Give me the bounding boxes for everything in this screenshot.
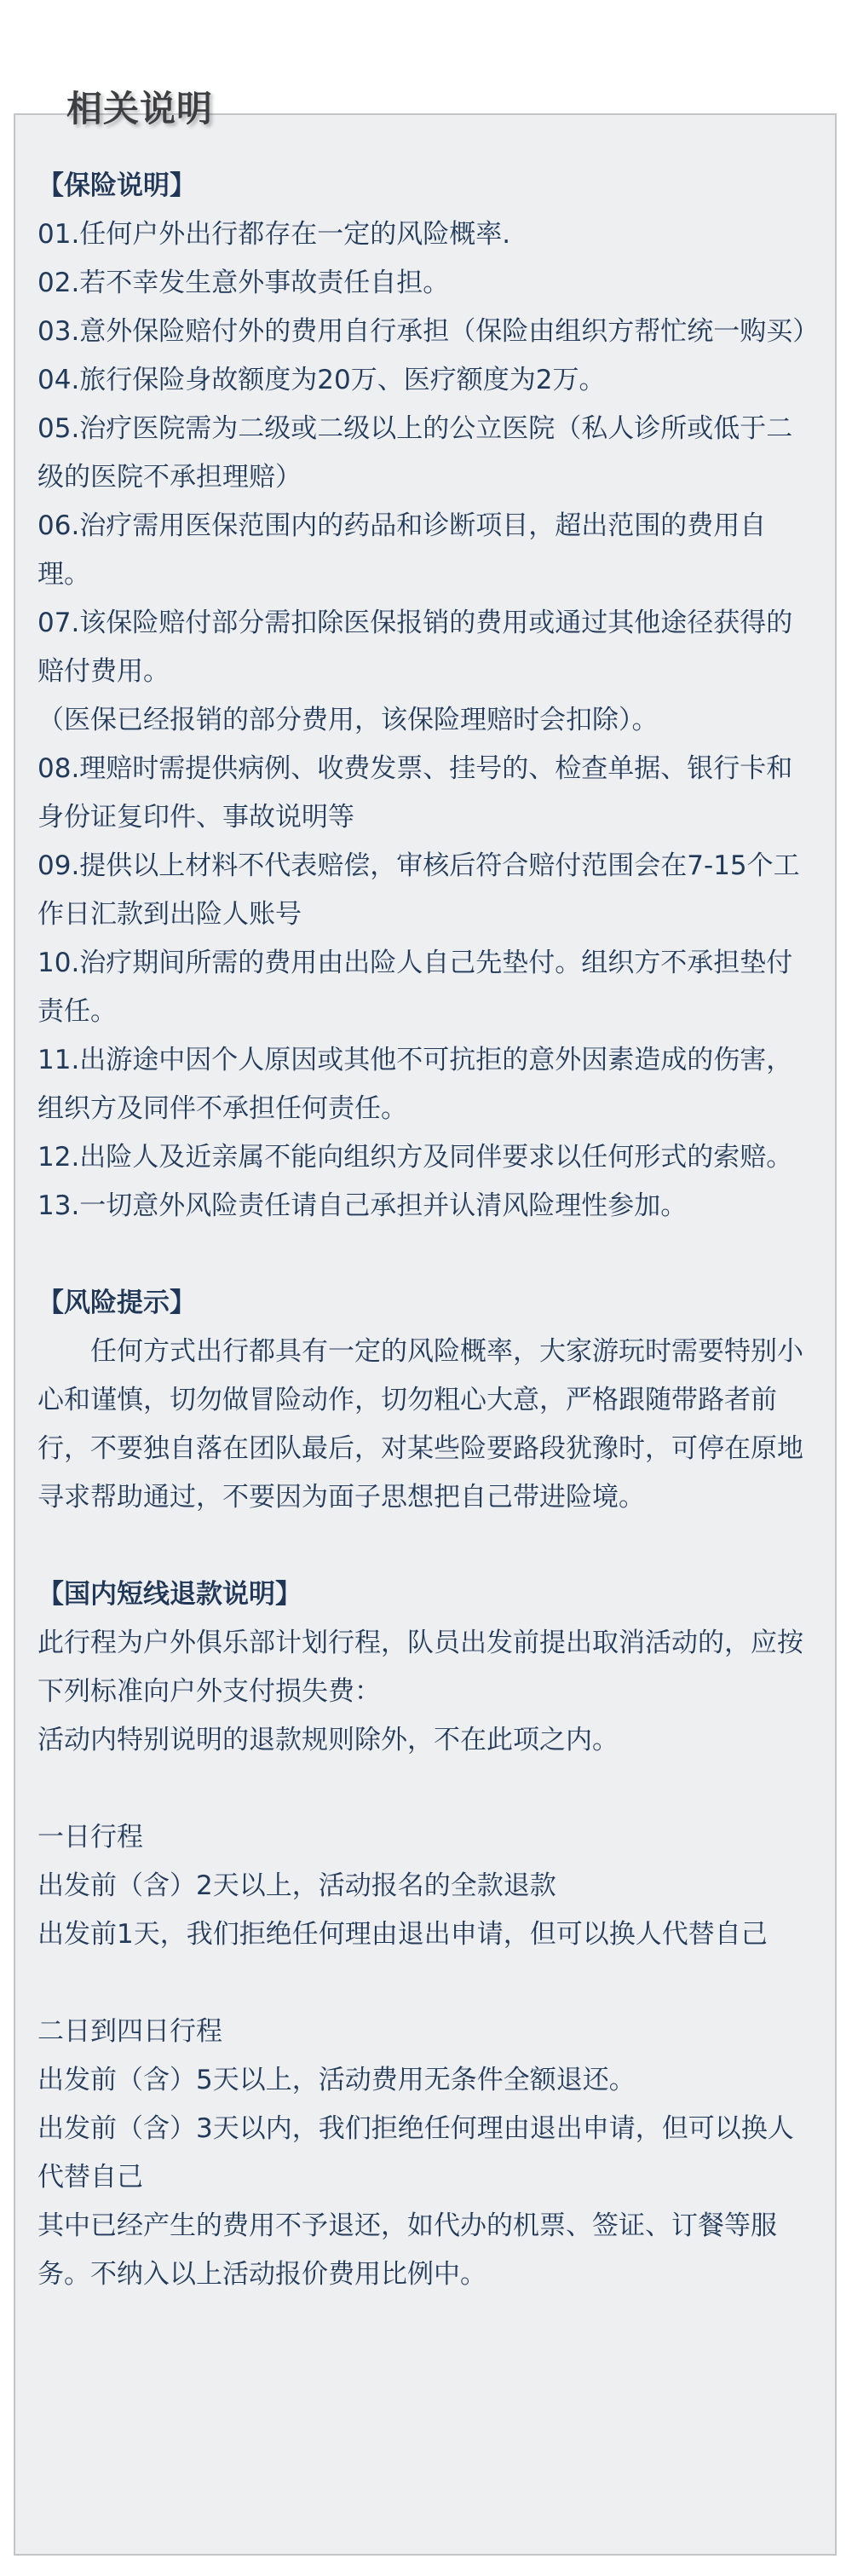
refund-heading: 【国内短线退款说明】 — [37, 1579, 302, 1610]
one-day-rule-1: 出发前（含）2天以上，活动报名的全款退款 — [37, 1870, 556, 1901]
insurance-item-11: 11.出游途中因个人原因或其他不可抗拒的意外因素造成的伤害，组织方及同伴不承担任何责任。 — [37, 1045, 793, 1124]
insurance-item-01: 01.任何户外出行都存在一定的风险概率. — [37, 219, 511, 250]
risk-body: 任何方式出行都具有一定的风险概率，大家游玩时需要特别小心和谨慎，切勿做冒险动作，切勿粗心大意，严格跟随带路者前行，不要独自落在团队最后，对某些险要路段犹豫时，可停在原地寻求帮助通过，不要因为面子思想把自己带进险境。 — [37, 1336, 803, 1513]
multi-day-title: 二日到四日行程 — [37, 2016, 222, 2047]
section-gap — [37, 1959, 809, 2008]
insurance-item-07-note: （医保已经报销的部分费用，该保险理赔时会扣除）。 — [37, 705, 659, 735]
multi-day-rule-3: 其中已经产生的费用不予退还，如代办的机票、签证、订餐等服务。不纳入以上活动报价费用比例中。 — [37, 2210, 777, 2290]
section-gap — [37, 1230, 809, 1279]
multi-day-rule-2: 出发前（含）3天以内，我们拒绝任何理由退出申请，但可以换人代替自己 — [37, 2113, 794, 2193]
insurance-item-09: 09.提供以上材料不代表赔偿，审核后符合赔付范围会在7-15个工作日汇款到出险人账号 — [37, 850, 800, 930]
refund-intro: 此行程为户外俱乐部计划行程，队员出发前提出取消活动的，应按下列标准向户外支付损失费： — [37, 1628, 803, 1707]
refund-exception: 活动内特别说明的退款规则除外，不在此项之内。 — [37, 1725, 619, 1755]
insurance-item-13: 13.一切意外风险责任请自己承担并认清风险理性参加。 — [37, 1190, 688, 1221]
insurance-item-08: 08.理赔时需提供病例、收费发票、挂号的、检查单据、银行卡和身份证复印件、事故说明等 — [37, 753, 793, 833]
multi-day-rule-1: 出发前（含）5天以上，活动费用无条件全额退还。 — [37, 2065, 636, 2095]
insurance-item-04: 04.旅行保险身故额度为20万、医疗额度为2万。 — [37, 365, 606, 395]
notes-content — [37, 162, 820, 2299]
insurance-item-03: 03.意外保险赔付外的费用自行承担（保险由组织方帮忙统一购买） — [37, 316, 820, 347]
insurance-item-12: 12.出险人及近亲属不能向组织方及同伴要求以任何形式的索赔。 — [37, 1142, 793, 1173]
insurance-item-02: 02.若不幸发生意外事故责任自担。 — [37, 268, 450, 298]
risk-heading: 【风险提示】 — [37, 1288, 196, 1318]
insurance-item-07: 07.该保险赔付部分需扣除医保报销的费用或通过其他途径获得的赔付费用。 — [37, 608, 793, 687]
insurance-heading: 【保险说明】 — [37, 170, 196, 201]
section-gap — [37, 1765, 809, 1813]
section-gap — [37, 1522, 809, 1570]
insurance-item-06: 06.治疗需用医保范围内的药品和诊断项目，超出范围的费用自理。 — [37, 510, 767, 590]
one-day-rule-2: 出发前1天，我们拒绝任何理由退出申请，但可以换人代替自己 — [37, 1919, 768, 1950]
card-title: 相关说明 — [66, 88, 214, 130]
insurance-item-05: 05.治疗医院需为二级或二级以上的公立医院（私人诊所或低于二级的医院不承担理赔） — [37, 413, 793, 493]
insurance-item-10: 10.治疗期间所需的费用由出险人自己先垫付。组织方不承担垫付责任。 — [37, 948, 793, 1027]
one-day-title: 一日行程 — [37, 1822, 143, 1853]
